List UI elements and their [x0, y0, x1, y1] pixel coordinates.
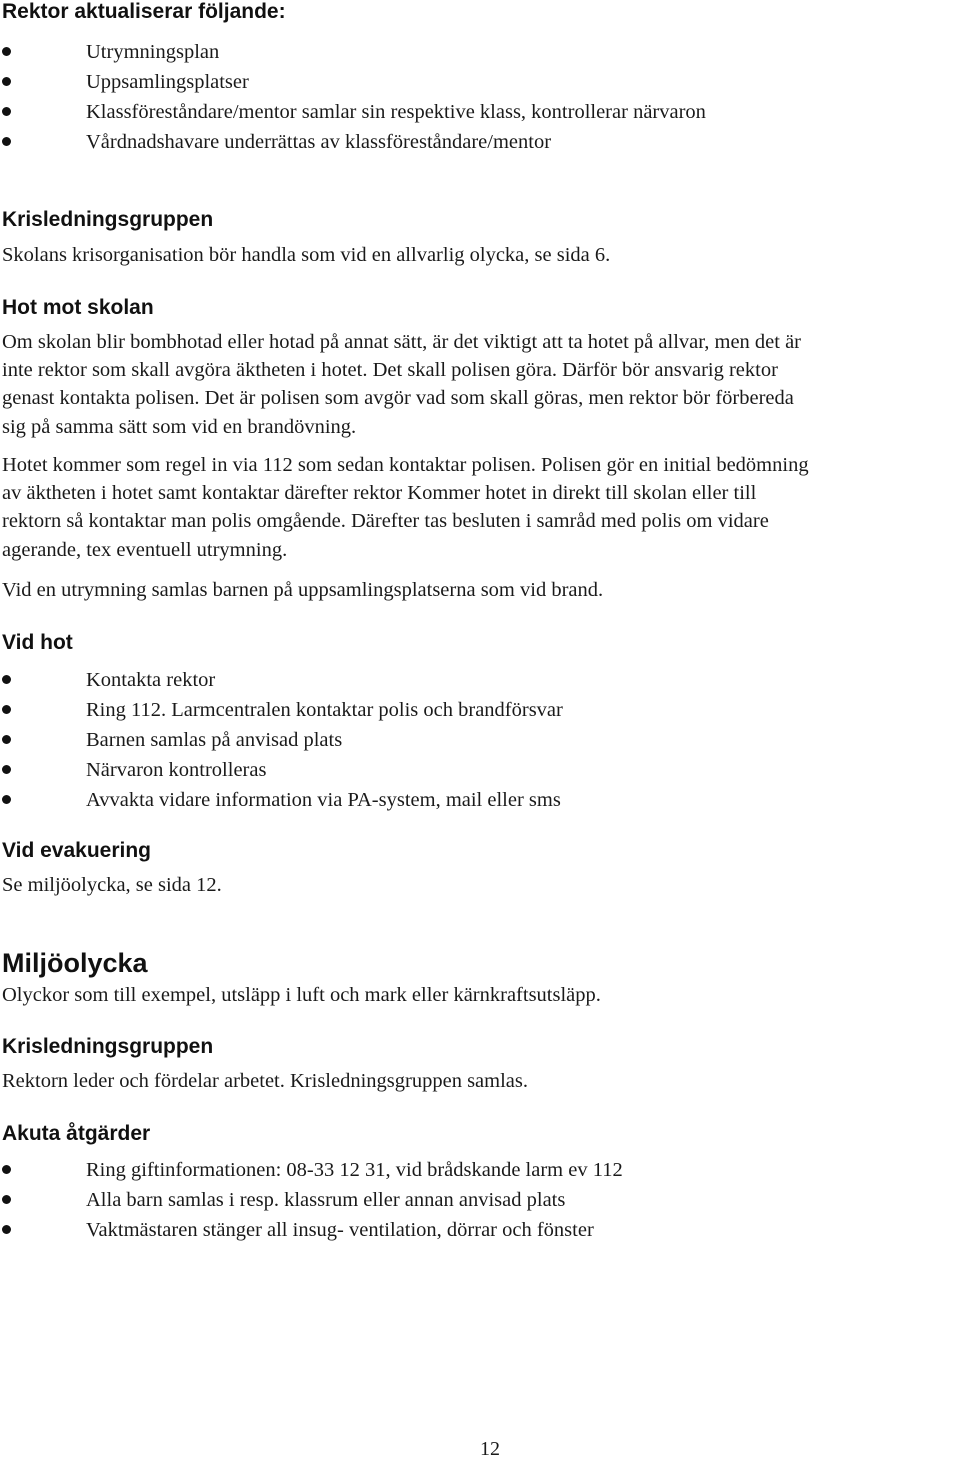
bullet-icon — [2, 675, 11, 684]
heading-akuta-atgarder: Akuta åtgärder — [2, 1122, 151, 1145]
heading-vid-evakuering: Vid evakuering — [2, 839, 152, 862]
bullet-icon — [2, 47, 11, 56]
paragraph: Hotet kommer som regel in via 112 som sedan kontaktar polisen. Polisen gör en initial bedömning av äktheten i hotet samt kontaktar därefter rektor Kommer hotet in direkt till skolan eller till rektorn så kontaktar man polis omgående. Därefter tas besluten i samråd med polis om vidare agerande, tex eventuell utrymning. — [2, 454, 809, 561]
paragraph: Olyckor som till exempel, utsläpp i luft och mark eller kärnkraftsutsläpp. — [2, 984, 601, 1006]
bullet-icon — [2, 77, 11, 86]
bullet-icon — [2, 795, 11, 804]
bullet-icon — [2, 735, 11, 744]
bullet-icon — [2, 705, 11, 714]
heading-krisledningsgruppen: Krisledningsgruppen — [2, 1035, 214, 1058]
list-item: Utrymningsplan — [0, 37, 900, 67]
heading-vid-hot: Vid hot — [2, 631, 73, 654]
list-item: Klassföreståndare/mentor samlar sin respektive klass, kontrollerar närvaron — [0, 97, 900, 127]
list-item: Ring 112. Larmcentralen kontaktar polis och brandförsvar — [0, 695, 900, 725]
bullet-icon — [2, 1225, 11, 1234]
bullet-icon — [2, 1195, 11, 1204]
paragraph: Rektorn leder och fördelar arbetet. Krisledningsgruppen samlas. — [2, 1070, 528, 1092]
list-item: Kontakta rektor — [0, 665, 900, 695]
bullet-icon — [2, 1165, 11, 1174]
heading-krisledningsgruppen: Krisledningsgruppen — [2, 208, 214, 231]
paragraph: Se miljöolycka, se sida 12. — [2, 874, 222, 896]
list-item: Alla barn samlas i resp. klassrum eller annan anvisad plats — [0, 1185, 900, 1215]
paragraph: Vid en utrymning samlas barnen på uppsamlingsplatserna som vid brand. — [2, 579, 604, 601]
list-item: Ring giftinformationen: 08-33 12 31, vid brådskande larm ev 112 — [0, 1155, 900, 1185]
list-item: Barnen samlas på anvisad plats — [0, 725, 900, 755]
bullet-icon — [2, 137, 11, 146]
list-item: Avvakta vidare information via PA-system, mail eller sms — [0, 785, 900, 815]
list-item: Vårdnadshavare underrättas av klassföreståndare/mentor — [0, 127, 900, 157]
paragraph: Om skolan blir bombhotad eller hotad på annat sätt, är det viktigt att ta hotet på allvar, men det är inte rektor som skall avgöra äktheten i hotet. Det skall polisen göra. Därför bör ansvarig rektor genast kontakta polisen. Det är polisen som avgör vad som skall göras, men rektor bör förbereda sig på samma sätt som vid en brandövning. — [2, 331, 802, 438]
page-number: 12 — [480, 1438, 500, 1460]
paragraph: Skolans krisorganisation bör handla som vid en allvarlig olycka, se sida 6. — [2, 244, 611, 266]
list-item: Uppsamlingsplatser — [0, 67, 900, 97]
heading-hot-mot-skolan: Hot mot skolan — [2, 296, 154, 319]
heading-rektor: Rektor aktualiserar följande: — [2, 0, 286, 23]
bullet-icon — [2, 107, 11, 116]
list-item: Vaktmästaren stänger all insug- ventilation, dörrar och fönster — [0, 1215, 900, 1245]
bullet-icon — [2, 765, 11, 774]
list-item: Närvaron kontrolleras — [0, 755, 900, 785]
heading-miljoolycka: Miljöolycka — [2, 948, 148, 978]
